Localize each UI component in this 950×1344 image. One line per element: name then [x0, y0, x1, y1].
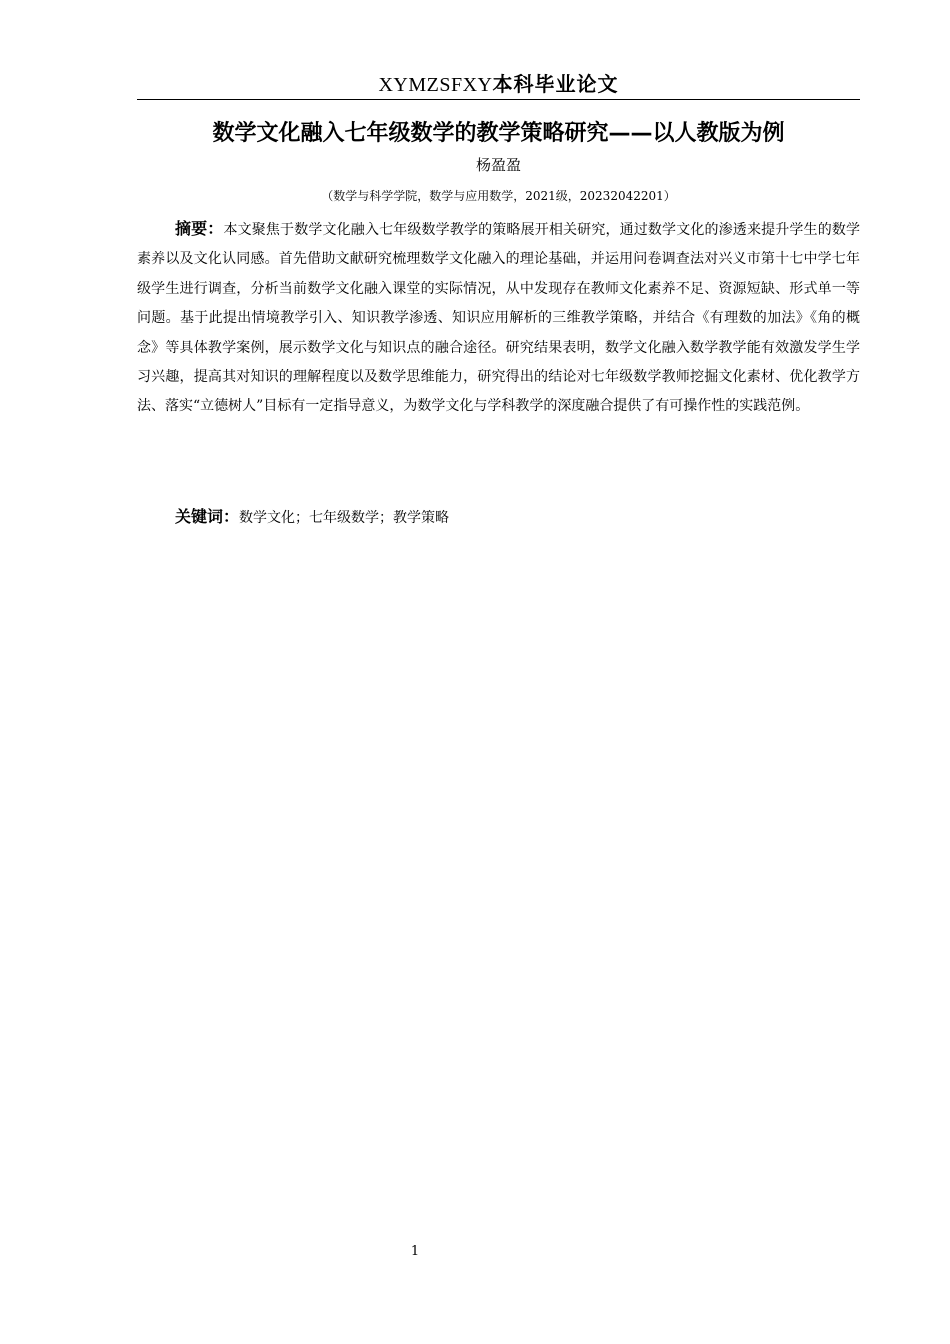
- page-number: 1: [410, 1244, 420, 1259]
- header-chinese: 本科毕业论文: [492, 72, 619, 96]
- keywords-label: 关键词：: [175, 507, 240, 526]
- author-affiliation: （数学与科学学院，数学与应用数学，2021级，20232042201）: [321, 189, 676, 203]
- header-rule: [137, 99, 860, 100]
- abstract-label: 摘要：: [175, 219, 224, 238]
- abstract: [137, 214, 860, 422]
- paper-title: 数学文化融入七年级数学的教学策略研究——以人教版为例: [212, 121, 785, 146]
- author-name: 杨盈盈: [475, 156, 521, 174]
- running-header: [137, 70, 860, 99]
- abstract-text: 本文聚焦于数学文化融入七年级数学教学的策略展开相关研究，通过数学文化的渗透来提升学生的数学素养以及文化认同感。首先借助文献研究梳理数学文化融入的理论基础，并运用问卷调查法对兴义市第十七中学七年级学生进行调查，分析当前数学文化融入课堂的实际情况，从中发现存在教师文化素养不足、资源短缺、形式单一等问题。基于此提出情境教学引入、知识教学渗透、知识应用解析的三维教学策略，并结合《有理数的加法》《角的概念》等具体教学案例，展示数学文化与知识点的融合途径。研究结果表明，数学文化融入数学教学能有效激发学生学习兴趣，提高其对知识的理解程度以及数学思维能力，研究得出的结论对七年级数学教师挖掘文化素材、优化教学方法、落实“立德树人”目标有一定指导意义，为数学文化与学科教学的深度融合提供了有可操作性的实践范例。: [137, 222, 860, 415]
- header-latin: XYMZSFXY: [378, 74, 493, 96]
- keywords: [137, 502, 860, 533]
- keywords-text: 数学文化；七年级数学；教学策略: [239, 510, 450, 526]
